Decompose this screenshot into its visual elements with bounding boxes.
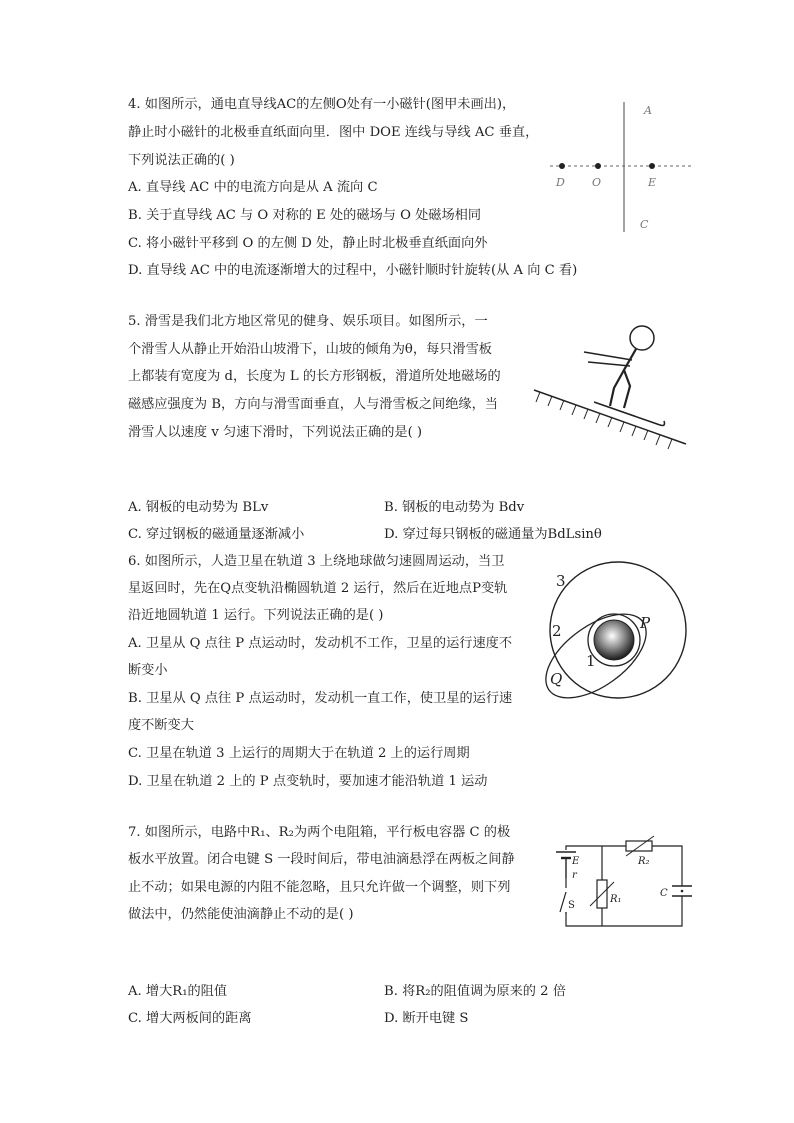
q5-skier-figure: [530, 322, 690, 450]
label-d: D: [556, 176, 565, 189]
earth: [594, 620, 634, 660]
q7-stem-line-3: 止不动；如果电源的内阻不能忽略，且只允许做一个调整，则下列: [128, 880, 511, 895]
resistor-r2: [626, 841, 652, 851]
q6-option-b-line-2: 度不断变大: [128, 718, 194, 733]
q5-stem-line-1: 5. 滑雪是我们北方地区常见的健身、娱乐项目。如图所示，一: [128, 314, 488, 329]
label-s: S: [568, 900, 575, 911]
skier-body-legs: [624, 349, 636, 408]
q5-stem-line-3: 上都装有宽度为 d，长度为 L 的长方形钢板，滑道所处地磁场的: [128, 369, 501, 384]
q7-option-d: D. 断开电键 S: [384, 1011, 469, 1026]
q6-option-c: C. 卫星在轨道 3 上运行的周期大于在轨道 2 上的运行周期: [128, 746, 470, 761]
q4-stem-line-3: 下列说法正确的( ): [128, 153, 235, 168]
circuit-wires: [566, 846, 682, 926]
q5-option-b: B. 钢板的电动势为 Bdv: [384, 500, 525, 515]
label-orbit-3: 3: [556, 572, 566, 590]
q4-option-a: A. 直导线 AC 中的电流方向是从 A 流向 C: [128, 180, 378, 195]
oil-drop: [681, 890, 684, 893]
slope-line: [534, 390, 686, 444]
label-q: Q: [550, 670, 563, 688]
q6-option-a-line-1: A. 卫星从 Q 点往 P 点运动时，发动机不工作，卫星的运行速度不: [128, 636, 513, 651]
skier-head: [630, 326, 654, 350]
q7-option-c: C. 增大两板间的距离: [128, 1011, 252, 1026]
label-r1: R₁: [610, 894, 622, 905]
q4-stem-line-2: 静止时小磁针的北极垂直纸面向里．图中 DOE 连线与导线 AC 垂直，: [128, 125, 539, 140]
label-orbit-1: 1: [586, 652, 596, 670]
label-c: C: [640, 218, 649, 231]
ski-board: [594, 402, 665, 426]
q7-stem-line-1: 7. 如图所示，电路中R₁、R₂为两个电阻箱，平行板电容器 C 的极: [128, 825, 511, 840]
q6-option-a-line-2: 断变小: [128, 663, 168, 678]
slope-hatching: [536, 392, 672, 449]
q4-wire-figure: [546, 98, 698, 234]
q6-orbit-figure: [544, 560, 694, 700]
q7-stem-line-2: 板水平放置。闭合电键 S 一段时间后，带电油滴悬浮在两板之间静: [128, 852, 515, 867]
q6-stem-line-2: 星返回时，先在Q点变轨沿椭圆轨道 2 运行，然后在近地点P变轨: [128, 581, 508, 596]
q6-option-d: D. 卫星在轨道 2 上的 P 点变轨时，要加速才能沿轨道 1 运动: [128, 774, 488, 789]
switch-s: [560, 878, 566, 914]
q5-stem-line-5: 滑雪人以速度 v 匀速下滑时，下列说法正确的是( ): [128, 425, 423, 440]
q5-option-a: A. 钢板的电动势为 BLv: [128, 500, 269, 515]
label-orbit-2: 2: [552, 622, 562, 640]
point-d: [559, 163, 565, 169]
label-e: E: [572, 856, 580, 867]
q6-stem-line-1: 6. 如图所示，人造卫星在轨道 3 上绕地球做匀速圆周运动，当卫: [128, 554, 505, 569]
q4-option-c: C. 将小磁针平移到 O 的左侧 D 处，静止时北极垂直纸面向外: [128, 236, 488, 251]
label-o: O: [592, 176, 602, 189]
q5-stem-line-4: 磁感应强度为 B，方向与滑雪面垂直，人与滑雪板之间绝缘，当: [128, 397, 498, 412]
point-o: [595, 163, 601, 169]
q7-option-a: A. 增大R₁的阻值: [128, 984, 228, 999]
label-e: E: [648, 176, 657, 189]
q5-option-d: D. 穿过每只钢板的磁通量为BdLsinθ: [384, 527, 602, 542]
q4-option-d: D. 直导线 AC 中的电流逐渐增大的过程中，小磁针顺时针旋转(从 A 向 C 看): [128, 263, 578, 278]
q5-option-c: C. 穿过钢板的磁通量逐渐减小: [128, 527, 305, 542]
skier-rear-leg: [610, 370, 624, 406]
label-a: A: [644, 104, 652, 117]
q4-option-b: B. 关于直导线 AC 与 O 对称的 E 处的磁场与 O 处磁场相同: [128, 208, 482, 223]
label-c: C: [660, 888, 668, 899]
q7-circuit-figure: [552, 830, 692, 934]
q6-option-b-line-1: B. 卫星从 Q 点往 P 点运动时，发动机一直工作，使卫星的运行速: [128, 691, 513, 706]
label-r: r: [572, 870, 577, 881]
label-r2: R₂: [638, 856, 650, 867]
q4-stem-line-1: 4. 如图所示，通电直导线AC的左侧O处有一小磁针(图甲未画出)，: [128, 97, 516, 112]
q6-stem-line-3: 沿近地圆轨道 1 运行。下列说法正确的是( ): [128, 608, 384, 623]
skier-arms: [584, 352, 632, 366]
q5-stem-line-2: 个滑雪人从静止开始沿山坡滑下，山坡的倾角为θ，每只滑雪板: [128, 342, 492, 357]
point-e: [649, 163, 655, 169]
label-p: P: [640, 614, 651, 632]
q7-stem-line-4: 做法中，仍然能使油滴静止不动的是( ): [128, 907, 354, 922]
q7-option-b: B. 将R₂的阻值调为原来的 2 倍: [384, 984, 566, 999]
